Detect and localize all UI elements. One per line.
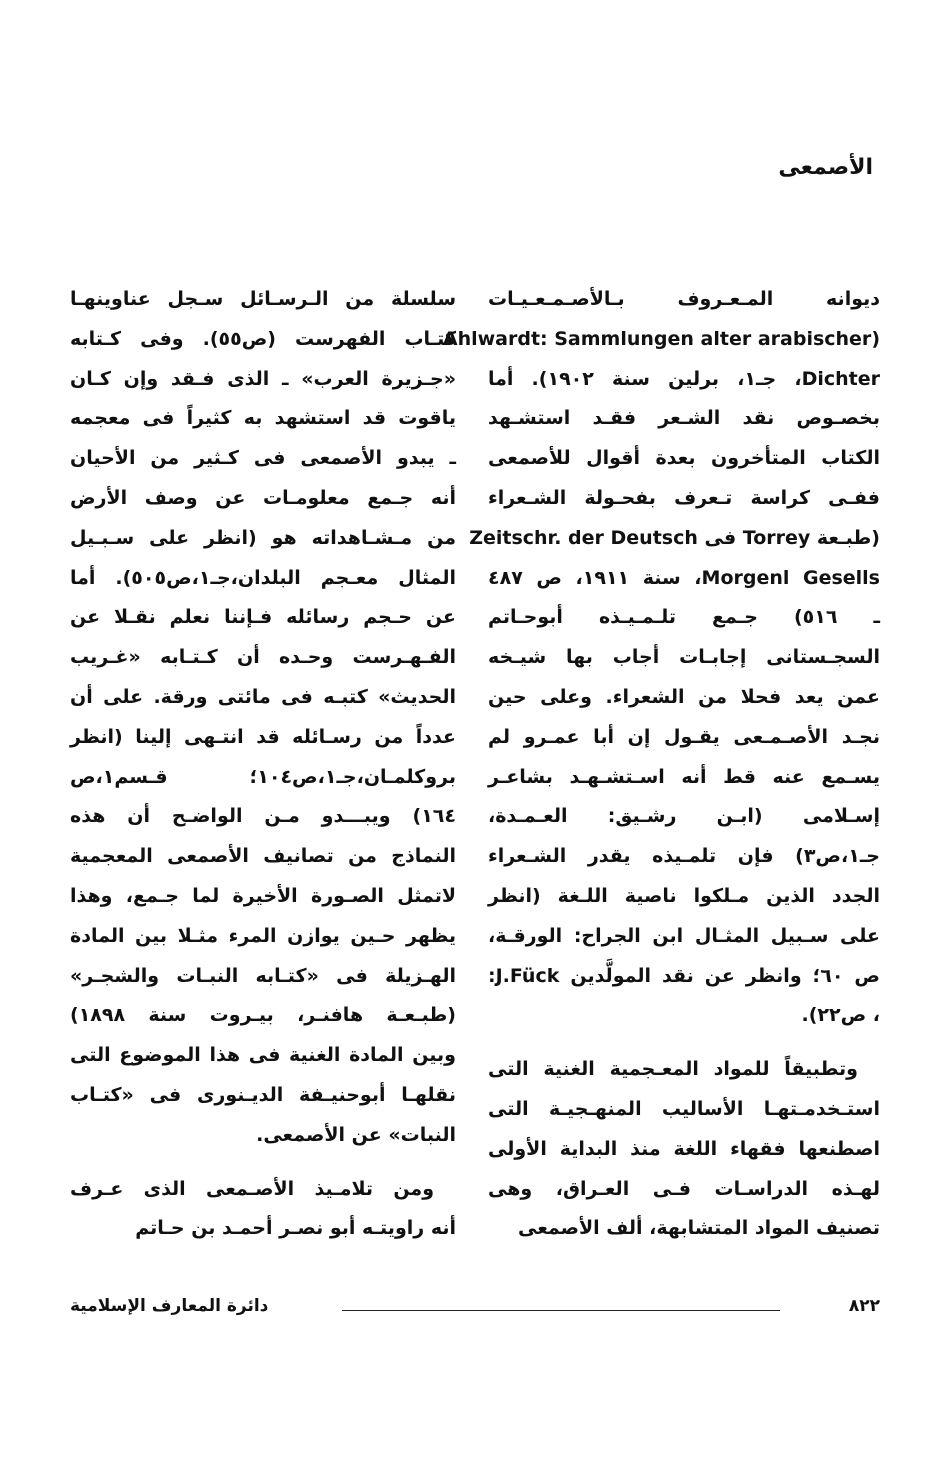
page-number: ٨٢٢ bbox=[848, 1296, 880, 1316]
text-line: لهـذه الدراسـات فـى العـراق، وهى bbox=[488, 1177, 880, 1200]
footer-rule bbox=[342, 1310, 780, 1311]
text-line: ففـى كراسة تـعرف بفحـولة الشـعراء bbox=[488, 486, 880, 509]
paragraph-gap bbox=[70, 1156, 456, 1170]
text-line: أنه راويتـه أبو نصـر أحمـد بن حـاتم bbox=[135, 1217, 456, 1240]
text-line: إسـلامى (ابـن رشـيق: العـمـدة، bbox=[488, 805, 880, 828]
text-line: على سـبيل المثـال ابن الجراح: الورقـة، bbox=[488, 924, 880, 947]
page-footer bbox=[70, 1296, 880, 1326]
text-line: بروكلمـان،جـ١،ص١٠٤؛ قـسم١،ص bbox=[70, 765, 456, 788]
running-header: الأصمعى bbox=[778, 155, 873, 180]
text-line: السجـستانى إجابـات أجاب بها شيـخه bbox=[488, 646, 880, 669]
text-line: عن حـجم رسائله فـإننا نعلم نقـلا عن bbox=[70, 606, 456, 629]
text-line: ـ يبدو الأصمعى فى كـثير من الأحيان bbox=[70, 447, 456, 470]
text-line: Morgenl Gesells، سنة ١٩١١، ص ٤٨٧ bbox=[488, 566, 880, 589]
text-line: الكتاب المتأخرون بعدة أقوال للأصمعى bbox=[488, 447, 880, 470]
text-line: عدداً من رسـائله قد انتـهى إلينا (انظر bbox=[70, 725, 456, 748]
text-line: المثال معـجم البلدان،جـ١،ص٥٠٥). أما bbox=[70, 566, 456, 589]
text-line: النبات» عن الأصمعى. bbox=[256, 1123, 456, 1146]
text-line: نقلهـا أبوحنيـفة الديـنورى فى «كتـاب bbox=[70, 1083, 456, 1106]
text-line: نجـد الأصـمـعى يقـول إن أبا عمـرو لم bbox=[488, 725, 880, 748]
text-line: ص ٦٠؛ وانظر عن نقد المولَّدين J.Fück: bbox=[488, 964, 880, 987]
text-line: عمن يعد فحلا من الشعراء. وعلى حين bbox=[488, 685, 880, 708]
text-line: يظهر حـين يوازن المرء مثـلا بين المادة bbox=[70, 924, 456, 947]
text-line: ديوانه المـعـروف بـالأصـمـعـيـات bbox=[488, 288, 880, 310]
text-line: بخصـوص نقد الشـعر فقـد استشـهد bbox=[488, 407, 880, 430]
text-line: ياقوت قد استشهد به كثيراً فى معجمه bbox=[70, 407, 456, 430]
text-line: وتطبيقاً للمواد المعـجمية الغنية التى bbox=[488, 1058, 858, 1081]
text-line: الجدد الذين مـلكوا ناصية اللـغة (انظر bbox=[488, 884, 880, 907]
left-column bbox=[70, 280, 456, 1249]
text-line: ـ ٥١٦) جـمع تلـمـيـذه أبوحـاتم bbox=[488, 606, 880, 629]
text-line: وبين المادة الغنية فى هذا الموضوع التى bbox=[70, 1044, 456, 1067]
text-line: الفـهـرست وحـده أن كـتـابه «غـريب bbox=[70, 646, 456, 669]
text-line: ١٦٤) ويبـــدو مـن الواضـح أن هذه bbox=[70, 805, 456, 828]
text-line: Dichter، جـ١، برلين سنة ١٩٠٢). أما bbox=[488, 367, 881, 390]
journal-title: دائرة المعارف الإسلامية bbox=[70, 1296, 269, 1316]
text-line: سلسلة من الـرسـائل سـجل عناوينهـا bbox=[70, 288, 456, 310]
text-line: الهـزيلة فى «كتـابه النبـات والشجـر» bbox=[70, 964, 456, 987]
text-line: ، ص٢٢). bbox=[801, 1004, 880, 1027]
text-line: جـ١،ص٣) فإن تلمـيذه يقدر الشـعراء bbox=[488, 845, 880, 868]
text-line: تصنيف المواد المتشابهة، ألف الأصمعى bbox=[517, 1217, 880, 1240]
text-line: (طبـعة Torrey فى Zeitschr. der Deutsch bbox=[469, 526, 880, 549]
text-line: لاتمثل الصـورة الأخيرة لما جـمع، وهذا bbox=[70, 884, 456, 907]
text-line: (Ahlwardt: Sammlungen alter arabischer bbox=[442, 327, 880, 350]
paragraph-gap bbox=[488, 1036, 880, 1050]
text-line: (طبـعـة هافنـر، بيـروت سنة ١٨٩٨) bbox=[70, 1004, 456, 1027]
text-line: يسـمع عنه قط أنه اسـتشـهـد بشاعـر bbox=[488, 765, 880, 788]
text-line: كتـاب الفهرست (ص٥٥). وفى كـتابه bbox=[70, 327, 456, 350]
text-line: النماذج من تصانيف الأصمعى المعجمية bbox=[70, 845, 456, 868]
text-line: الحديث» كتبـه فى مائتى ورقة. على أن bbox=[70, 685, 456, 708]
text-line: ومن تلامـيذ الأصـمعى الذى عـرف bbox=[70, 1177, 434, 1200]
right-column bbox=[442, 280, 881, 1249]
text-line: «جـزيرة العرب» ـ الذى فـقد وإن كـان bbox=[70, 367, 456, 390]
text-line: من مـشـاهداته هو (انظر على سـبـيل bbox=[70, 526, 456, 549]
text-line: اصطنعها فقهاء اللغة منذ البداية الأولى bbox=[488, 1137, 880, 1160]
text-line: استـخدمـتهـا الأساليب المنهـجيـة التى bbox=[488, 1097, 880, 1120]
text-line: أنه جـمع معلومـات عن وصف الأرض bbox=[70, 486, 456, 509]
